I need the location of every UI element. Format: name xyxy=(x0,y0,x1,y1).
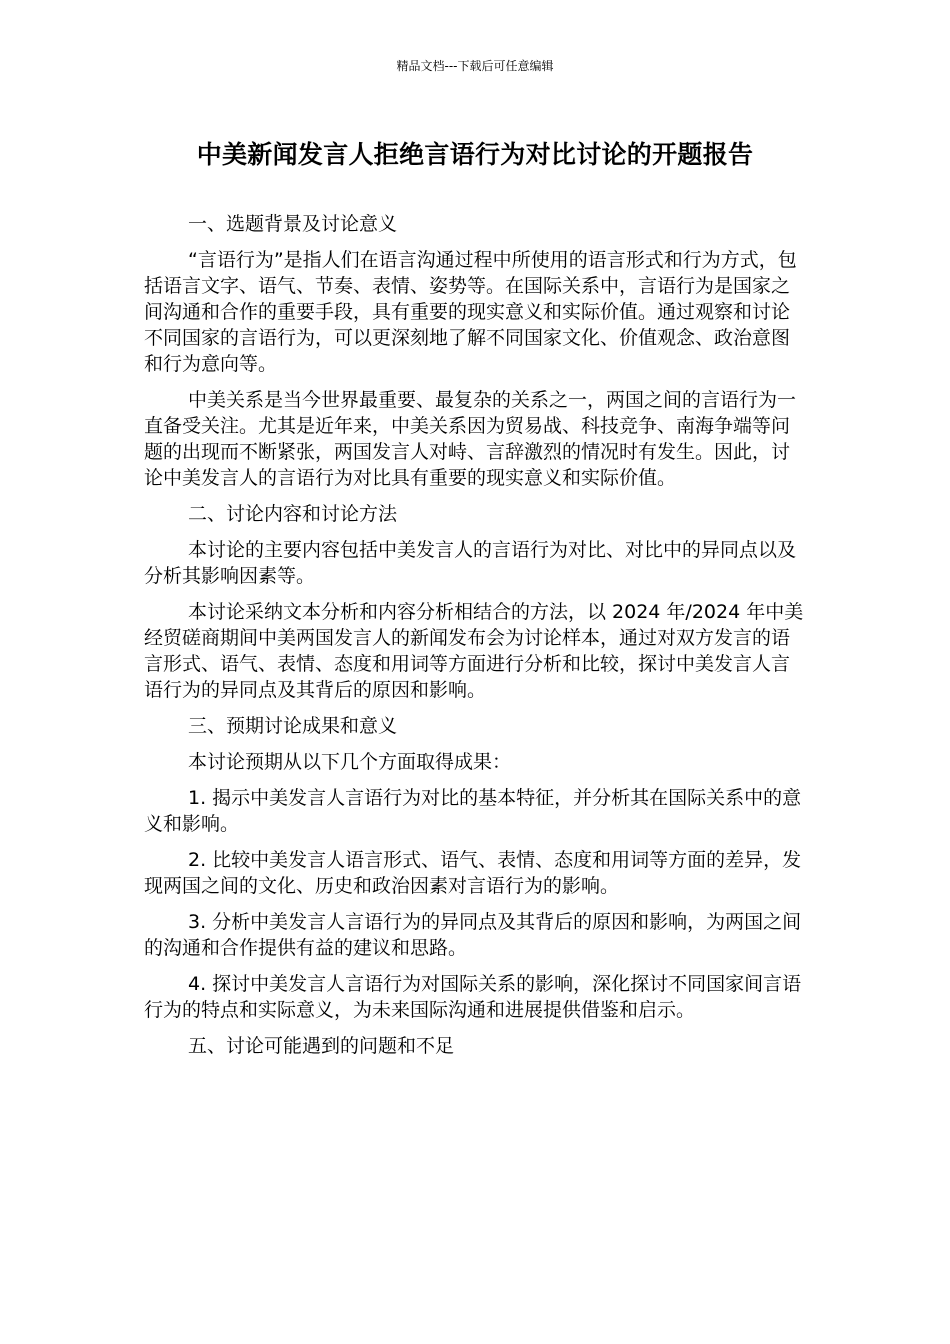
list-item: 2. 比较中美发言人语言形式、语气、表情、态度和用词等方面的差异，发现两国之间的文化、历史和政治因素对言语行为的影响。 xyxy=(144,849,802,897)
paragraph: 中美关系是当今世界最重要、最复杂的关系之一，两国之间的言语行为一直备受关注。尤其是近年来，中美关系因为贸易战、科技竞争、南海争端等问题的出现而不断紧张，两国发言人对峙、言辞激烈的情况时有发生。因此，讨论中美发言人的言语行为对比具有重要的现实意义和实际价值。 xyxy=(144,389,797,489)
header-note: 精品文档---下载后可任意编辑 xyxy=(396,59,554,73)
section-heading: 五、讨论可能遇到的问题和不足 xyxy=(188,1035,455,1057)
paragraph: 本讨论的主要内容包括中美发言人的言语行为对比、对比中的异同点以及分析其影响因素等。 xyxy=(144,539,797,587)
document-body xyxy=(144,211,807,1069)
paragraph: 本讨论采纳文本分析和内容分析相结合的方法，以 2024 年/2024 年中美经贸磋商期间中美两国发言人的新闻发布会为讨论样本，通过对双方发言的语言形式、语气、表情、态度和用词等方面进行分析和比较，探讨中美发言人言语行为的异同点及其背后的原因和影响。 xyxy=(144,601,804,701)
paragraph: 本讨论预期从以下几个方面取得成果： xyxy=(188,751,512,773)
section-heading: 二、讨论内容和讨论方法 xyxy=(188,503,398,525)
section-heading: 三、预期讨论成果和意义 xyxy=(188,715,398,737)
list-item: 1. 揭示中美发言人言语行为对比的基本特征，并分析其在国际关系中的意义和影响。 xyxy=(144,787,802,835)
list-item: 4. 探讨中美发言人言语行为对国际关系的影响，深化探讨不同国家间言语行为的特点和实际意义，为未来国际沟通和进展提供借鉴和启示。 xyxy=(144,973,802,1021)
section-heading: 一、选题背景及讨论意义 xyxy=(188,213,398,235)
paragraph: “言语行为”是指人们在语言沟通过程中所使用的语言形式和行为方式，包括语言文字、语气、节奏、表情、姿势等。在国际关系中，言语行为是国家之间沟通和合作的重要手段，具有重要的现实意义和实际价值。通过观察和讨论不同国家的言语行为，可以更深刻地了解不同国家文化、价值观念、政治意图和行为意向等。 xyxy=(144,249,797,375)
list-item: 3. 分析中美发言人言语行为的异同点及其背后的原因和影响，为两国之间的沟通和合作提供有益的建议和思路。 xyxy=(144,911,802,959)
document-title: 中美新闻发言人拒绝言语行为对比讨论的开题报告 xyxy=(196,140,754,169)
